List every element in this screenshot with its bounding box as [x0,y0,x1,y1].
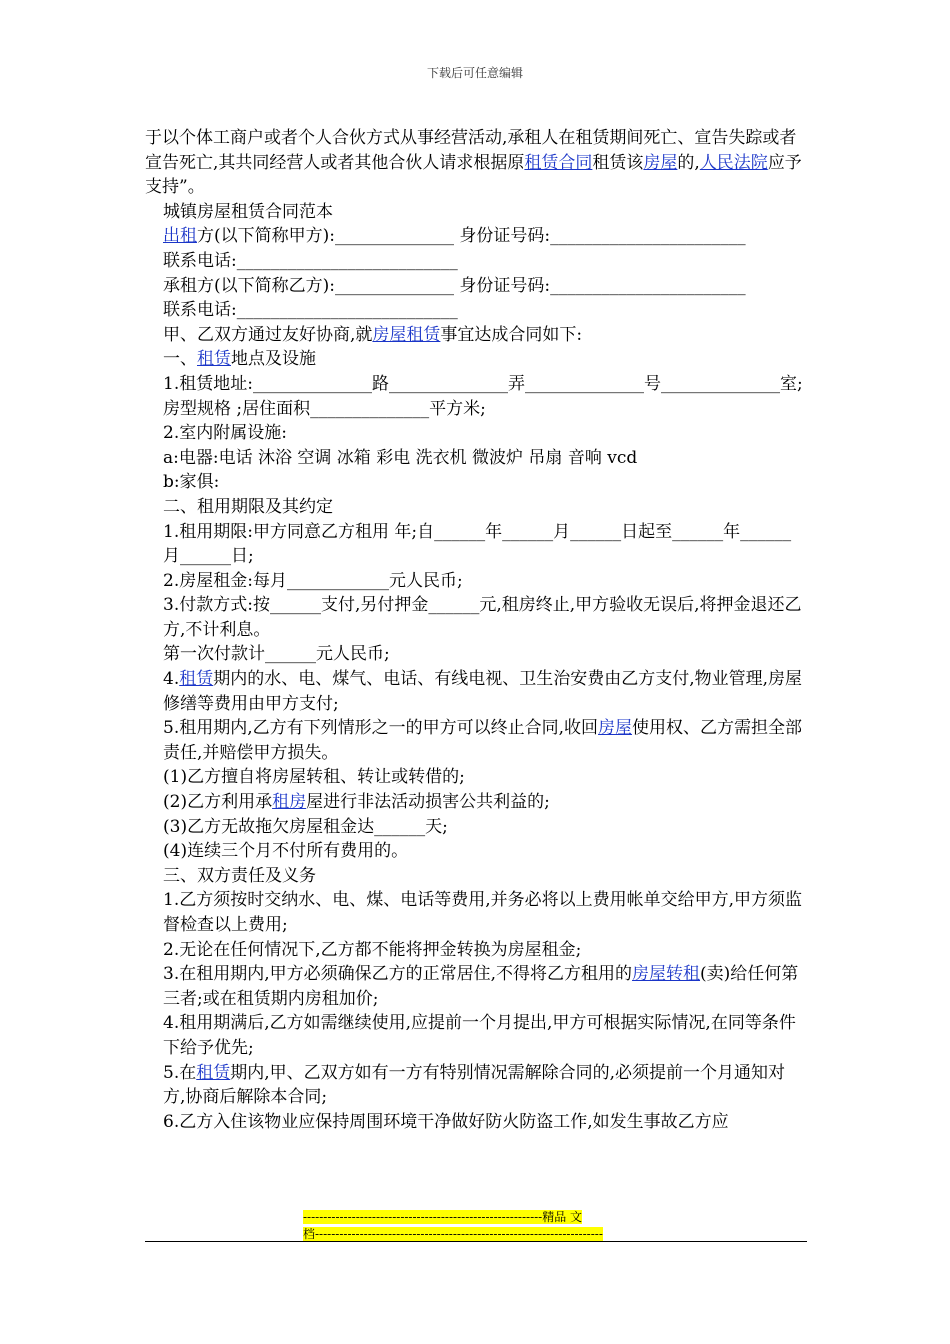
text: (卖)给任何第三者;或在租赁期内房租加价; [163,964,799,1009]
duty-5 [145,1061,807,1110]
text: 地点及设施 [231,349,316,370]
link-house-rental[interactable]: 房屋租赁 [372,324,441,345]
lessee-phone: 联系电话:__________________________ [163,300,458,321]
clause-address: 1.租赁地址:______________路______________弄______________号______________室;房型规格 ;居住面积______________平方米; [163,373,803,419]
paragraph-intro [145,126,807,200]
duty-1: 1.乙方须按时交纳水、电、煤、电话等费用,并务必将以上费用帐单交给甲方,甲方须监督检查以上费用; [163,890,803,935]
condition-4: (4)连续三个月不付所有费用的。 [163,841,409,862]
footer-line-1 [303,1209,648,1226]
lessor-phone: 联系电话:__________________________ [163,250,458,271]
text: 期内的水、电、煤气、电话、有线电视、卫生治安费由乙方支付,物业管理,房屋修缮等费用由甲方支付; [163,669,803,714]
link-lease[interactable]: 租赁 [196,1062,231,1083]
clause-furniture: b:家俱: [163,472,220,493]
text: 的, [677,152,700,173]
duty-2: 2.无论在任何情况下,乙方都不能将押金转换为房屋租金; [163,939,582,960]
text: -----------------------------------------------------------精品 文 [303,1210,583,1224]
link-lease[interactable]: 租赁 [197,349,231,370]
link-lease-contract[interactable]: 租赁合同 [524,152,593,173]
link-lease[interactable]: 租赁 [179,669,214,690]
clause-payment: 3.付款方式:按______支付,另付押金______元,租房终止,甲方验收无误后,将押金退还乙方,不计利息。 [163,595,802,640]
text: (2)乙方利用承 [163,792,273,813]
document-body [145,126,807,1134]
clause-rent: 2.房屋租金:每月____________元人民币; [163,570,463,591]
text: 5.租用期内,乙方有下列情形之一的甲方可以终止合同,收回 [163,718,599,739]
clause-termination [145,716,807,765]
section-2-heading: 二、租用期限及其约定 [163,496,333,517]
link-house[interactable]: 房屋 [598,718,633,739]
condition-2 [145,790,807,815]
clause-facilities: 2.室内附属设施: [163,423,287,444]
text: 档----------------------------------------------------------------------- [303,1227,603,1241]
section-3-heading: 三、双方责任及义务 [163,865,316,886]
page-header: 下载后可任意编辑 [426,66,523,80]
link-lease-out[interactable]: 出租 [163,226,197,247]
text: 使用权、乙方需担全部责任,并赔偿甲方损失。 [163,718,803,763]
duty-3 [145,962,807,1011]
link-rent-house[interactable]: 租房 [272,792,307,813]
section-1-heading [145,347,807,372]
text: 3.在租用期内,甲方必须确保乙方的正常居住,不得将乙方租用的 [163,964,633,985]
clause-appliances: a:电器:电话 沐浴 空调 冰箱 彩电 洗衣机 微波炉 吊扇 音响 vcd [163,447,638,468]
link-sublease[interactable]: 房屋转租 [632,964,701,985]
text: 应予支持”。 [145,152,802,198]
link-court[interactable]: 人民法院 [699,152,768,173]
duty-4: 4.租用期满后,乙方如需继续使用,应提前一个月提出,甲方可根据实际情况,在同等条件下给予优先; [163,1013,796,1058]
text: 一、 [163,349,197,370]
condition-3: (3)乙方无故拖欠房屋租金达______天; [163,816,448,837]
text: 于以个体工商户或者个人合伙方式从事经营活动,承租人在租赁期间死亡、宣告失踪或者宣告死亡,其共同经营人或者其他合伙人请求根据原 [145,128,797,173]
text: 屋进行非法活动损害公共利益的; [306,792,550,813]
document-title: 城镇房屋租赁合同范本 [163,201,333,222]
page-footer [303,1209,648,1243]
lessee-line: 承租方(以下简称乙方):______________ 身份证号码:_______________________ [163,275,746,296]
condition-1: (1)乙方擅自将房屋转租、转让或转借的; [163,767,465,788]
text: 期内,甲、乙双方如有一方有特别情况需解除合同的,必须提前一个月通知对方,协商后解除本合同; [163,1062,786,1108]
clause-first-payment: 第一次付款计______元人民币; [163,644,390,665]
clause-fees [145,667,807,716]
text: 5.在 [163,1062,197,1083]
agreement-intro [145,323,807,348]
footer-divider [145,1241,807,1242]
text: 甲、乙双方通过友好协商,就 [163,324,373,345]
text: 租赁该 [592,152,644,173]
duty-6: 6.乙方入住该物业应保持周围环境干净做好防火防盗工作,如发生事故乙方应 [163,1111,729,1132]
clause-term: 1.租用期限:甲方同意乙方租用 年;自______年______月______日起至______年______月______日; [163,521,792,567]
text: 方(以下简称甲方):______________ 身份证号码:_______________________ [197,226,746,247]
text: 事宜达成合同如下: [440,324,583,345]
text: 4. [163,669,180,690]
lessor-line [145,224,807,249]
link-house[interactable]: 房屋 [643,152,678,173]
